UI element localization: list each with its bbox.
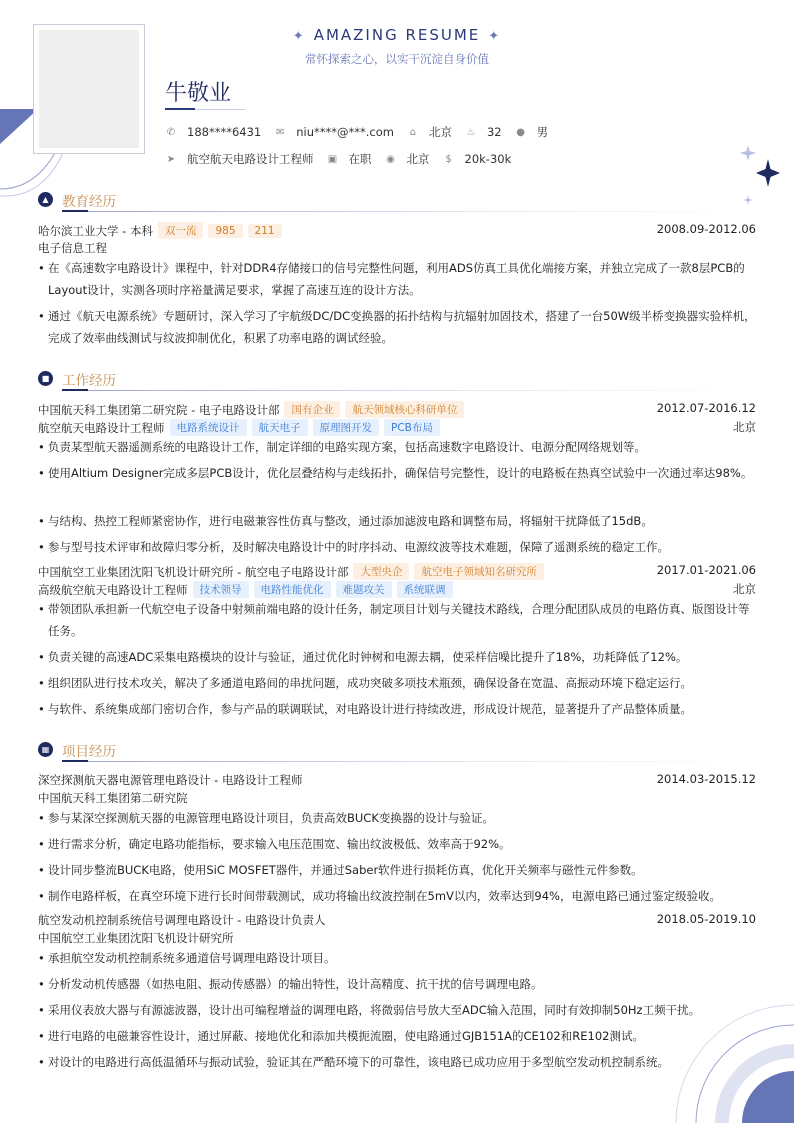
- project-row: [38, 772, 756, 789]
- list-item: • 对设计的电路进行高低温循环与振动试验，验证其在严酷环境下的可靠性，该电路已成功应用于多型航空发动机控制系统。: [38, 1051, 756, 1073]
- company: 中国航天科工集团第二研究院 - 电子电路设计部: [38, 402, 280, 417]
- section-title: 教育经历: [62, 194, 116, 210]
- project-org-row: [38, 930, 756, 947]
- list-item: • 负责关键的高速ADC采集电路模块的设计与验证，通过优化时钟树和电源去耦，使采样信噪比提升了18%，功耗降低了12%。: [38, 646, 756, 668]
- cake-icon: ♨: [466, 126, 476, 138]
- skill-tag: 航天电子: [252, 419, 308, 436]
- list-item: • 分析发动机传感器（如热电阻、振动传感器）的输出特性，设计高精度、抗干扰的信号调理电路。: [38, 973, 756, 995]
- skill-tag: 技术领导: [193, 581, 249, 598]
- list-item: • 进行电路的电磁兼容性设计，通过屏蔽、接地优化和添加共模扼流圈，使电路通过GJB151A的CE102和RE102测试。: [38, 1025, 756, 1047]
- name-underline: [165, 108, 195, 110]
- grid-icon: ▦: [38, 742, 53, 757]
- school-tag: 985: [208, 224, 242, 238]
- mail-icon: ✉: [276, 126, 285, 138]
- brand-subtitle: 常怀探索之心，以实干沉淀自身价值: [305, 52, 489, 66]
- list-item: • 在《高速数字电路设计》课程中，针对DDR4存储接口的信号完整性问题，利用ADS仿真工具优化端接方案，并独立完成了一款8层PCB的Layout设计，实测各项时序裕量满足要求，掌握了高速互连的设计方法。: [38, 257, 756, 301]
- contact-row: [165, 124, 561, 140]
- name-underline-light: [195, 109, 245, 110]
- money-icon: $: [445, 153, 452, 165]
- work-title-row: [38, 581, 756, 598]
- gender-icon: ●: [516, 126, 525, 138]
- education-period: 2008.09-2012.06: [656, 222, 756, 236]
- company-tag: 大型央企: [353, 563, 409, 580]
- list-item: • 通过《航天电源系统》专题研讨，深入学习了宇航级DC/DC变换器的拓扑结构与抗辐射加固技术，搭建了一台50W级半桥变换器实验样机，完成了效率曲线测试与纹波抑制优化，积累了功率电路的调试经验。: [38, 305, 756, 349]
- graduation-cap-icon: ▲: [38, 192, 53, 207]
- briefcase-icon: ■: [38, 371, 53, 386]
- work-company-row: [38, 401, 756, 418]
- phone-icon: ✆: [166, 126, 176, 138]
- list-item: • 负责某型航天器遥测系统的电路设计工作，制定详细的电路实现方案，包括高速数字电路设计、电源分配网络规划等。: [38, 436, 756, 458]
- home-icon: ⌂: [409, 126, 417, 138]
- major: 电子信息工程: [38, 241, 107, 255]
- briefcase-icon: ▣: [327, 153, 338, 165]
- position: 航空航天电路设计工程师: [187, 152, 314, 166]
- list-item: • 参与型号技术评审和故障归零分析，及时解决电路设计中的时序抖动、电源纹波等技术难题，保障了遥测系统的稳定工作。: [38, 536, 756, 558]
- status: 在职: [348, 152, 372, 166]
- education-row: [38, 222, 756, 239]
- list-item: • 使用Altium Designer完成多层PCB设计，优化层叠结构与走线拓扑，确保信号完整性，设计的电路板在热真空试验中一次通过率达98%。: [38, 462, 756, 484]
- list-item: • 与软件、系统集成部门密切合作，参与产品的联调联试，对电路设计进行持续改进，形成设计规范，显著提升了产品整体质量。: [38, 698, 756, 720]
- brand-title: AMAZING RESUME: [313, 26, 481, 44]
- work-company-row: [38, 563, 756, 580]
- skill-tag: 原理图开发: [313, 419, 380, 436]
- work-period: 2017.01-2021.06: [656, 563, 756, 577]
- school-tag: 211: [248, 224, 282, 238]
- age: 32: [486, 125, 502, 139]
- hometown: 北京: [428, 125, 452, 139]
- phone: 188****6431: [187, 125, 262, 139]
- section-work: [38, 369, 756, 389]
- list-item: • 与结构、热控工程师紧密协作，进行电磁兼容性仿真与整改，通过添加滤波电路和调整布局，将辐射干扰降低了15dB。: [38, 510, 756, 532]
- company-tag: 航空电子领域知名研究所: [414, 563, 544, 580]
- project-row: [38, 912, 756, 929]
- section-projects: [38, 740, 756, 760]
- list-item: • 采用仪表放大器与有源滤波器，设计出可编程增益的调理电路，将微弱信号放大至ADC输入范围，同时有效抑制50Hz工频干扰。: [38, 999, 756, 1021]
- job-title: 高级航空航天电路设计工程师: [38, 582, 188, 597]
- project-org: 中国航空工业集团沈阳飞机设计研究所: [38, 931, 234, 945]
- company-tag: 航天领域核心科研单位: [345, 401, 464, 418]
- project-org: 中国航天科工集团第二研究院: [38, 791, 188, 805]
- project-name: 航空发动机控制系统信号调理电路设计 - 电路设计负责人: [38, 913, 326, 927]
- skill-tag: 难题攻关: [336, 581, 392, 598]
- company-tag: 国有企业: [284, 401, 340, 418]
- send-icon: ➤: [166, 153, 176, 165]
- email: niu****@***.com: [296, 125, 394, 139]
- list-item: • 参与某深空探测航天器的电源管理电路设计项目，负责高效BUCK变换器的设计与验证。: [38, 807, 756, 829]
- company: 中国航空工业集团沈阳飞机设计研究所 - 航空电子电路设计部: [38, 564, 349, 579]
- job-intent-row: [165, 151, 524, 167]
- job-title: 航空航天电路设计工程师: [38, 420, 165, 435]
- project-period: 2018.05-2019.10: [656, 912, 756, 926]
- salary: 20k-30k: [464, 152, 512, 166]
- project-period: 2014.03-2015.12: [656, 772, 756, 786]
- work-city: 北京: [733, 420, 756, 434]
- major-row: [38, 240, 756, 257]
- skill-tag: PCB布局: [384, 419, 440, 436]
- location-icon: ◉: [386, 153, 395, 165]
- star-icon: ✦: [488, 29, 502, 44]
- work-period: 2012.07-2016.12: [656, 401, 756, 415]
- star-icon: ✦: [292, 29, 306, 44]
- list-item: • 带领团队承担新一代航空电子设备中射频前端电路的设计任务，制定项目计划与关键技术路线，合理分配团队成员的电路仿真、版图设计等任务。: [38, 598, 756, 642]
- list-item: • 制作电路样板，在真空环境下进行长时间带载测试，成功将输出纹波控制在5mV以内，效率达到94%，电源电路已通过鉴定级验收。: [38, 885, 756, 907]
- list-item: • 进行需求分析，确定电路功能指标，要求输入电压范围宽、输出纹波极低、效率高于92%。: [38, 833, 756, 855]
- list-item: • 设计同步整流BUCK电路，使用SiC MOSFET器件，并通过Saber软件进行损耗仿真，优化开关频率与磁性元件参数。: [38, 859, 756, 881]
- list-item: • 组织团队进行技术攻关，解决了多通道电路间的串扰问题，成功突破多项技术瓶颈，确保设备在宽温、高振动环境下稳定运行。: [38, 672, 756, 694]
- candidate-name: 牛敬业: [165, 81, 232, 106]
- work-city: 北京: [733, 582, 756, 596]
- city: 北京: [406, 152, 430, 166]
- section-title: 项目经历: [62, 744, 116, 760]
- section-education: [38, 190, 756, 210]
- skill-tag: 系统联调: [397, 581, 453, 598]
- list-item: • 承担航空发动机控制系统多通道信号调理电路设计项目。: [38, 947, 756, 969]
- project-name: 深空探测航天器电源管理电路设计 - 电路设计工程师: [38, 773, 303, 787]
- brand-header: [0, 26, 794, 67]
- skill-tag: 电路性能优化: [254, 581, 331, 598]
- project-org-row: [38, 790, 756, 807]
- school: 哈尔滨工业大学 - 本科: [38, 223, 153, 238]
- work-title-row: [38, 419, 756, 436]
- skill-tag: 电路系统设计: [170, 419, 247, 436]
- gender: 男: [536, 125, 549, 139]
- school-tag: 双一流: [158, 222, 204, 239]
- section-title: 工作经历: [62, 373, 116, 389]
